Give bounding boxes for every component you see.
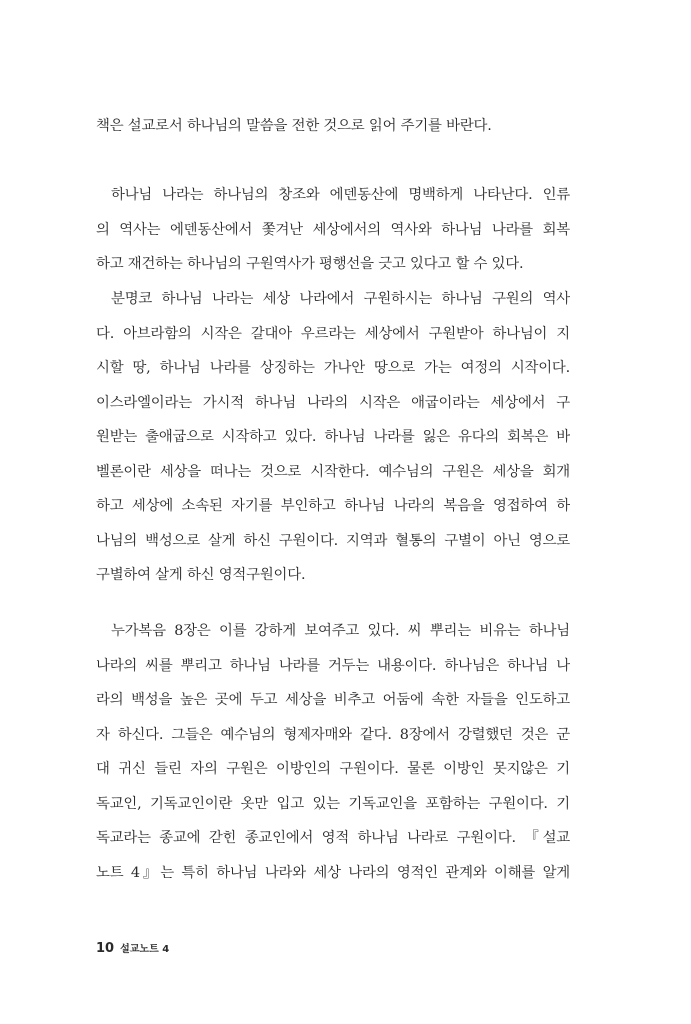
text-line: 원받는 출애굽으로 시작하고 있다. 하나님 나라를 잃은 유다의 회복은 바: [96, 429, 570, 445]
text-line: 분명코 하나님 나라는 세상 나라에서 구원하시는 하나님 구원의 역사: [111, 291, 570, 307]
text-line: 하고 재건하는 하나님의 구원역사가 평행선을 긋고 있다고 할 수 있다.: [96, 256, 524, 272]
text-line: 시할 땅, 하나님 나라를 상징하는 가나안 땅으로 가는 여정의 시작이다.: [96, 360, 570, 376]
page-footer: [96, 940, 169, 956]
text-line: 독교인, 기독교인이란 옷만 입고 있는 기독교인을 포함하는 구원이다. 기: [96, 795, 570, 812]
text-line: 하나님 나라는 하나님의 창조와 에덴동산에 명백하게 나타난다. 인류: [111, 187, 570, 203]
text-line: 이스라엘이라는 가시적 하나님 나라의 시작은 애굽이라는 세상에서 구: [96, 394, 570, 411]
text-line: 누가복음 8장은 이를 강하게 보여주고 있다. 씨 뿌리는 비유는 하나님: [111, 623, 570, 639]
text-line: 다. 아브라함의 시작은 갈대아 우르라는 세상에서 구원받아 하나님이 지: [96, 325, 570, 342]
running-title: 설교노트 4: [120, 944, 170, 955]
paragraph-salvation-history: [96, 282, 570, 593]
text-line: 라의 백성을 높은 곳에 두고 세상을 비추고 어둠에 속한 자들을 인도하고: [96, 692, 570, 708]
text-line: 자 하신다. 그들은 예수님의 형제자매와 같다. 8장에서 강렬했던 것은 군: [96, 726, 570, 743]
text-line: 책은 설교로서 하나님의 말씀을 전한 것으로 읽어 주기를 바란다.: [96, 118, 492, 134]
text-line: 벨론이란 세상을 떠나는 것으로 시작한다. 예수님의 구원은 세상을 회개: [96, 463, 570, 480]
text-line: 대 귀신 들린 자의 구원은 이방인의 구원이다. 물론 이방인 못지않은 기: [96, 761, 570, 777]
paragraph-kingdom-intro: [96, 178, 570, 282]
paragraph-continuation: [96, 109, 570, 144]
text-line: 하고 세상에 소속된 자기를 부인하고 하나님 나라의 복음을 영접하여 하: [96, 498, 570, 514]
paragraph-luke-8: [96, 614, 570, 890]
text-line: 구별하여 살게 하신 영적구원이다.: [96, 567, 306, 583]
text-line: 독교라는 종교에 갇힌 종교인에서 영적 하나님 나라로 구원이다. 『설교: [96, 830, 570, 846]
text-line: 의 역사는 에덴동산에서 쫓겨난 세상에서의 역사와 하나님 나라를 회복: [96, 221, 570, 238]
text-line: 나라의 씨를 뿌리고 하나님 나라를 거두는 내용이다. 하나님은 하나님 나: [96, 657, 570, 674]
page-number: 10: [96, 941, 115, 956]
text-line: 나님의 백성으로 살게 하신 구원이다. 지역과 혈통의 구별이 아닌 영으로: [96, 532, 570, 549]
text-line: 노트 4』는 특히 하나님 나라와 세상 나라의 영적인 관계와 이해를 알게: [96, 864, 570, 881]
